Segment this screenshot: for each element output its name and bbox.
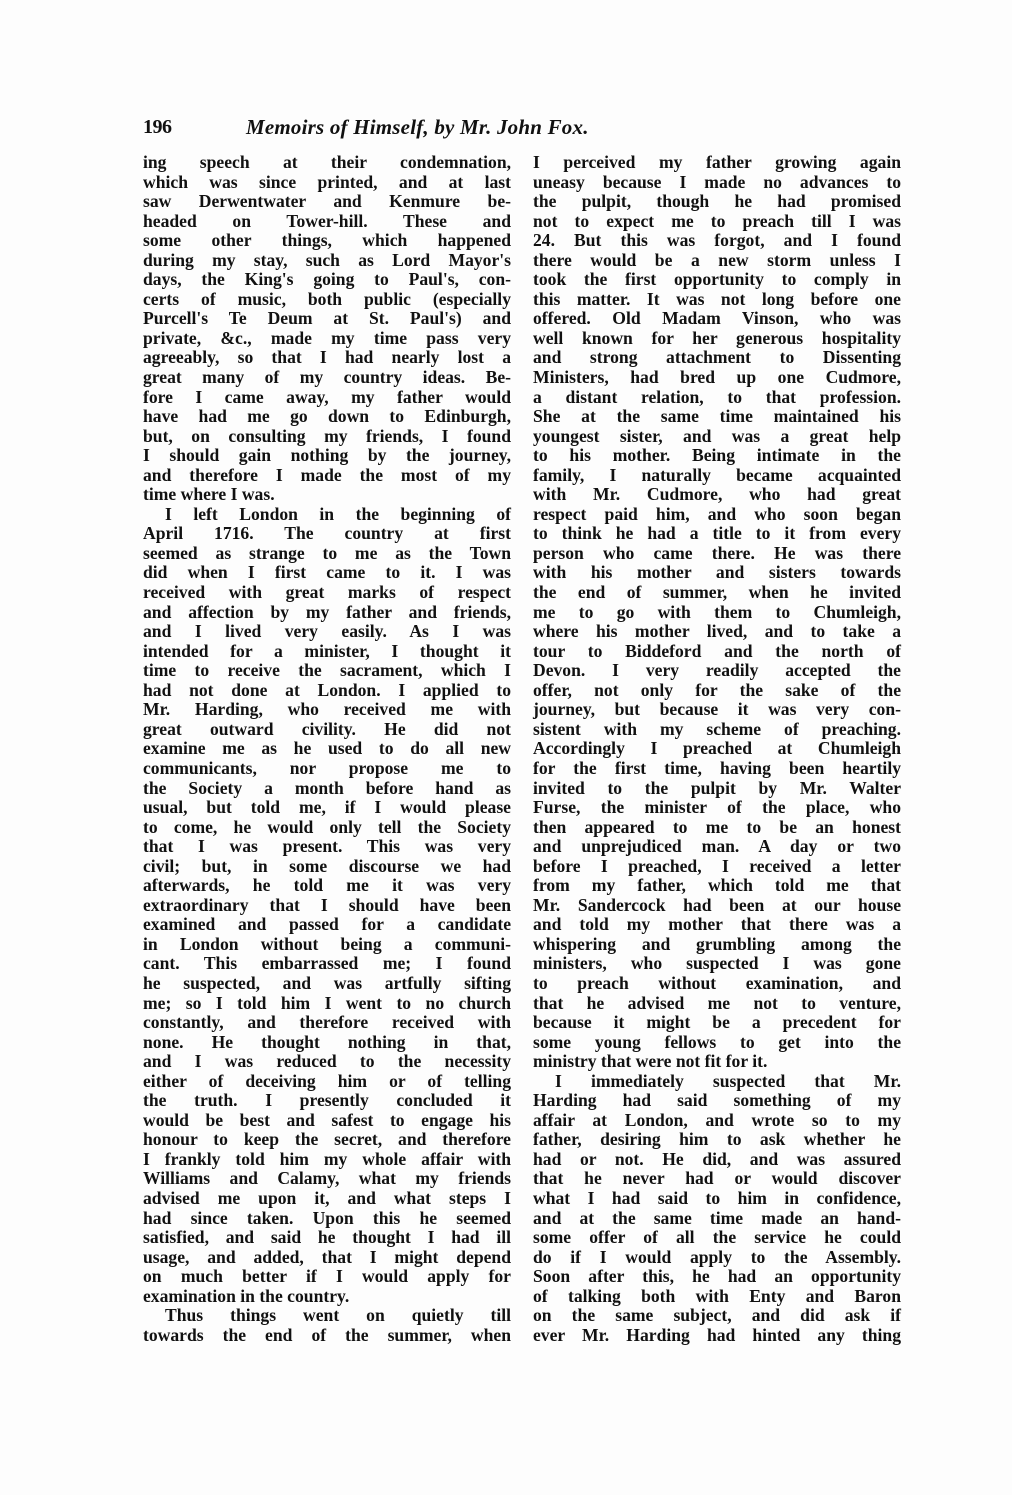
text-line: seemed as strange to me as the Town (143, 542, 511, 563)
text-line: took the first opportunity to comply in (533, 269, 901, 290)
text-line: ever Mr. Harding had hinted any thing (533, 1324, 901, 1345)
text-line: with Mr. Cudmore, who had great (533, 484, 901, 505)
text-line: either of deceiving him or of telling (143, 1070, 511, 1091)
text-line: of talking both with Enty and Baron (533, 1285, 901, 1306)
text-line: and told my mother that there was a (533, 914, 901, 935)
text-line: I should gain nothing by the journey, (143, 445, 511, 466)
text-line: ministry that were not fit for it. (533, 1051, 768, 1072)
text-line: a distant relation, to that profession. (533, 386, 901, 407)
text-line: headed on Tower-hill. These and (143, 210, 511, 231)
text-line: do if I would apply to the Assembly. (533, 1246, 901, 1267)
text-line: some offer of all the service he could (533, 1227, 901, 1248)
text-line: affair at London, and wrote so to my (533, 1109, 901, 1130)
page-number: 196 (143, 116, 172, 138)
text-line: 24. But this was forgot, and I found (533, 230, 901, 251)
text-line: afterwards, he told me it was very (143, 875, 511, 896)
text-line: and affection by my father and friends, (143, 601, 511, 622)
text-line: respect paid him, and who soon began (533, 503, 901, 524)
text-line: She at the same time maintained his (533, 406, 901, 427)
text-line: fore I came away, my father would (143, 386, 511, 407)
text-line: and I lived very easily. As I was (143, 621, 511, 642)
text-line: person who came there. He was there (533, 542, 901, 563)
text-line: that I was present. This was very (143, 836, 511, 857)
text-line: journey, but because it was very con- (533, 699, 901, 720)
text-line: I frankly told him my whole affair with (143, 1148, 511, 1169)
text-line: some other things, which happened (143, 230, 511, 251)
text-line: youngest sister, and was a great help (533, 425, 901, 446)
text-line: the truth. I presently concluded it (143, 1090, 511, 1111)
text-line: he suspected, and was artfully sifting (143, 972, 511, 993)
text-line: private, &c., made my time pass very (143, 327, 511, 348)
text-line: honour to keep the secret, and therefore (143, 1129, 511, 1150)
text-line: this matter. It was not long before one (533, 288, 901, 309)
text-line: great outward civility. He did not (143, 718, 511, 739)
text-line: Devon. I very readily accepted the (533, 660, 901, 681)
text-line: during my stay, such as Lord Mayor's (143, 249, 511, 270)
text-line: I left London in the beginning of (165, 503, 511, 524)
text-line: extraordinary that I should have been (143, 894, 511, 915)
text-line: days, the King's going to Paul's, con- (143, 269, 511, 290)
text-line: did when I first came to it. I was (143, 562, 511, 583)
text-line: to preach without examination, and (533, 972, 901, 993)
text-line: the pulpit, though he had promised (533, 191, 901, 212)
text-line: for the first time, having been heartily (533, 757, 901, 778)
text-line: communicants, nor propose me to (143, 757, 511, 778)
text-line: civil; but, in some discourse we had (143, 855, 511, 876)
text-line: Ministers, had bred up one Cudmore, (533, 367, 901, 388)
text-column-right (533, 153, 901, 1345)
text-line: what I had said to him in confidence, (533, 1187, 901, 1208)
text-line: saw Derwentwater and Kenmure be- (143, 191, 511, 212)
text-line: to think he had a title to it from every (533, 523, 901, 544)
text-line: tour to Biddeford and the north of (533, 640, 901, 661)
text-line: because it might be a precedent for (533, 1012, 901, 1033)
text-line: ministers, who suspected I was gone (533, 953, 901, 974)
text-line: have had me go down to Edinburgh, (143, 406, 511, 427)
text-line: intended for a minister, I thought it (143, 640, 511, 661)
text-line: towards the end of the summer, when (143, 1324, 511, 1345)
text-line: Furse, the minister of the place, who (533, 797, 901, 818)
text-line: sistent with my scheme of preaching. (533, 718, 901, 739)
text-line: had since taken. Upon this he seemed (143, 1207, 511, 1228)
text-line: I perceived my father growing again (533, 152, 901, 172)
text-line: offer, not only for the sake of the (533, 679, 901, 700)
text-line: then appeared to me to be an honest (533, 816, 901, 837)
text-line: well known for her generous hospitality (533, 327, 901, 348)
text-line: Mr. Sandercock had been at our house (533, 894, 901, 915)
text-line: there would be a new storm unless I (533, 249, 901, 270)
text-line: family, I naturally became acquainted (533, 464, 901, 485)
text-line: to his mother. Being intimate in the (533, 445, 901, 466)
text-line: that he advised me not to venture, (533, 992, 901, 1013)
text-line: agreeably, so that I had nearly lost a (143, 347, 511, 368)
text-line: usual, but told me, if I would please (143, 797, 511, 818)
text-line: constantly, and therefore received with (143, 1012, 511, 1033)
text-line: uneasy because I made no advances to (533, 171, 901, 192)
text-line: examine me as he used to do all new (143, 738, 511, 759)
text-line: and therefore I made the most of my (143, 464, 511, 485)
text-line: from my father, which told me that (533, 875, 901, 896)
text-line: to come, he would only tell the Society (143, 816, 511, 837)
text-line: certs of music, both public (especially (143, 288, 511, 309)
text-line: on the same subject, and did ask if (533, 1305, 901, 1326)
text-line: ing speech at their condemnation, (143, 152, 511, 172)
text-line: Thus things went on quietly till (165, 1305, 511, 1326)
text-line: had or not. He did, and was assured (533, 1148, 901, 1169)
text-line: but, on consulting my friends, I found (143, 425, 511, 446)
text-line: on much better if I would apply for (143, 1266, 511, 1287)
text-line: whispering and grumbling among the (533, 933, 901, 954)
text-line: received with great marks of respect (143, 582, 511, 603)
text-line: time where I was. (143, 484, 275, 505)
text-line: and I was reduced to the necessity (143, 1051, 511, 1072)
text-line: had not done at London. I applied to (143, 679, 511, 700)
text-line: Accordingly I preached at Chumleigh (533, 738, 901, 759)
text-line: where his mother lived, and to take a (533, 621, 901, 642)
text-line: some young fellows to get into the (533, 1031, 901, 1052)
text-line: the Society a month before hand as (143, 777, 511, 798)
text-line: me; so I told him I went to no church (143, 992, 511, 1013)
text-line: before I preached, I received a letter (533, 855, 901, 876)
text-line: cant. This embarrassed me; I found (143, 953, 511, 974)
text-line: examined and passed for a candidate (143, 914, 511, 935)
text-line: and at the same time made an hand- (533, 1207, 901, 1228)
text-line: April 1716. The country at first (143, 523, 511, 544)
text-line: satisfied, and said he thought I had ill (143, 1227, 511, 1248)
text-line: Mr. Harding, who received me with (143, 699, 511, 720)
running-title: Memoirs of Himself, by Mr. John Fox. (246, 115, 589, 139)
text-line: and unprejudiced man. A day or two (533, 836, 901, 857)
text-line: usage, and added, that I might depend (143, 1246, 511, 1267)
text-line: with his mother and sisters towards (533, 562, 901, 583)
text-line: I immediately suspected that Mr. (555, 1070, 901, 1091)
text-line: invited to the pulpit by Mr. Walter (533, 777, 901, 798)
text-line: time to receive the sacrament, which I (143, 660, 511, 681)
text-line: great many of my country ideas. Be- (143, 367, 511, 388)
text-line: that he never had or would discover (533, 1168, 901, 1189)
text-line: advised me upon it, and what steps I (143, 1187, 511, 1208)
text-line: Williams and Calamy, what my friends (143, 1168, 511, 1189)
text-line: Soon after this, he had an opportunity (533, 1266, 901, 1287)
text-line: the end of summer, when he invited (533, 582, 901, 603)
text-line: not to expect me to preach till I was (533, 210, 901, 231)
text-line: and strong attachment to Dissenting (533, 347, 901, 368)
text-line: Harding had said something of my (533, 1090, 901, 1111)
text-line: offered. Old Madam Vinson, who was (533, 308, 901, 329)
text-line: would be best and safest to engage his (143, 1109, 511, 1130)
text-column-left (143, 153, 511, 1345)
text-line: none. He thought nothing in that, (143, 1031, 511, 1052)
text-line: Purcell's Te Deum at St. Paul's) and (143, 308, 511, 329)
text-line: which was since printed, and at last (143, 171, 511, 192)
text-line: in London without being a communi- (143, 933, 511, 954)
text-line: father, desiring him to ask whether he (533, 1129, 901, 1150)
text-line: me to go with them to Chumleigh, (533, 601, 901, 622)
text-line: examination in the country. (143, 1285, 350, 1306)
